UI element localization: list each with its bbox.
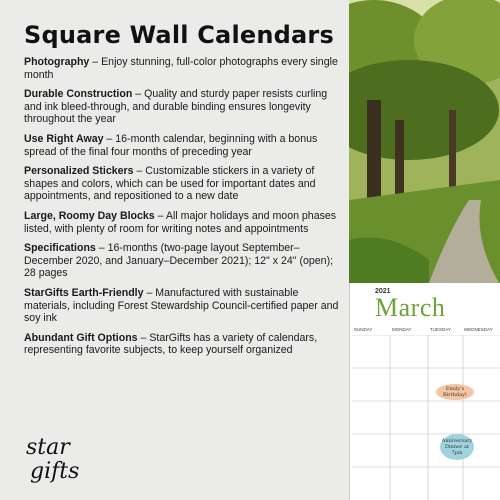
- birthday-sticker-text: Emily's Birthday!: [443, 386, 467, 398]
- logo-line2: gifts: [30, 459, 80, 484]
- photo-illustration: [349, 0, 500, 283]
- calendar-year: 2021: [375, 288, 391, 295]
- feature-item: [24, 287, 342, 325]
- birthday-sticker: [436, 384, 474, 400]
- feature-title: Durable Construction: [24, 88, 133, 101]
- feature-title: Large, Roomy Day Blocks: [24, 209, 155, 222]
- calendar-month: March: [375, 293, 446, 322]
- feature-item: [24, 210, 342, 235]
- page-title: Square Wall Calendars: [24, 21, 334, 49]
- weekday-wednesday: WEDNESDAY: [464, 327, 493, 332]
- anniversary-sticker-text: Anniversary Dinner at 7pm: [441, 438, 473, 456]
- feature-title: Use Right Away: [24, 132, 104, 145]
- feature-title: StarGifts Earth-Friendly: [24, 286, 144, 299]
- anniversary-sticker: [440, 434, 474, 460]
- weekday-monday: MONDAY: [392, 327, 412, 332]
- weekday-sunday: SUNDAY: [354, 327, 373, 332]
- stargifts-logo: [24, 430, 94, 486]
- feature-title: Specifications: [24, 242, 96, 255]
- feature-item: [24, 133, 342, 158]
- feature-text: – 16-month calendar, beginning with a bonus spread of the final four months of preceding year: [24, 132, 318, 158]
- feature-text: – Customizable stickers in a variety of shapes and colors, which can be used for important dates and appointments, and repositioned to a new date: [24, 165, 316, 203]
- feature-item: [24, 165, 342, 203]
- feature-text: – StarGifts has a variety of calendars, representing favorite subjects, to keep yourself organized: [24, 331, 318, 357]
- feature-title: Personalized Stickers: [24, 165, 134, 178]
- logo-line1: star: [26, 435, 70, 460]
- feature-item: [24, 332, 342, 357]
- calendar-grid: [352, 335, 500, 500]
- weekday-tuesday: TUESDAY: [430, 327, 451, 332]
- feature-text: – Manufactured with sustainable materials, including Forest Stewardship Council-certified paper and soy ink: [24, 286, 339, 325]
- feature-item: [24, 242, 342, 280]
- feature-text: – 16-months (two-page layout September–December 2020, and January–December 2021); 12" x 24" (open); 28 pages: [24, 242, 334, 280]
- calendar-page: [349, 283, 500, 500]
- feature-title: Abundant Gift Options: [24, 331, 138, 344]
- feature-text: – Enjoy stunning, full-color photographs every single month: [24, 56, 338, 81]
- feature-text: – Quality and sturdy paper resists curling and ink bleed-through, and durable binding ensures longevity throughout the year: [24, 88, 328, 126]
- feature-item: [24, 56, 342, 81]
- feature-list: [24, 56, 342, 364]
- landscape-photo: [349, 0, 500, 283]
- feature-title: Photography: [24, 56, 90, 68]
- feature-item: [24, 88, 342, 126]
- feature-text: – All major holidays and moon phases listed, with plenty of room for writing notes and appointments: [24, 209, 337, 235]
